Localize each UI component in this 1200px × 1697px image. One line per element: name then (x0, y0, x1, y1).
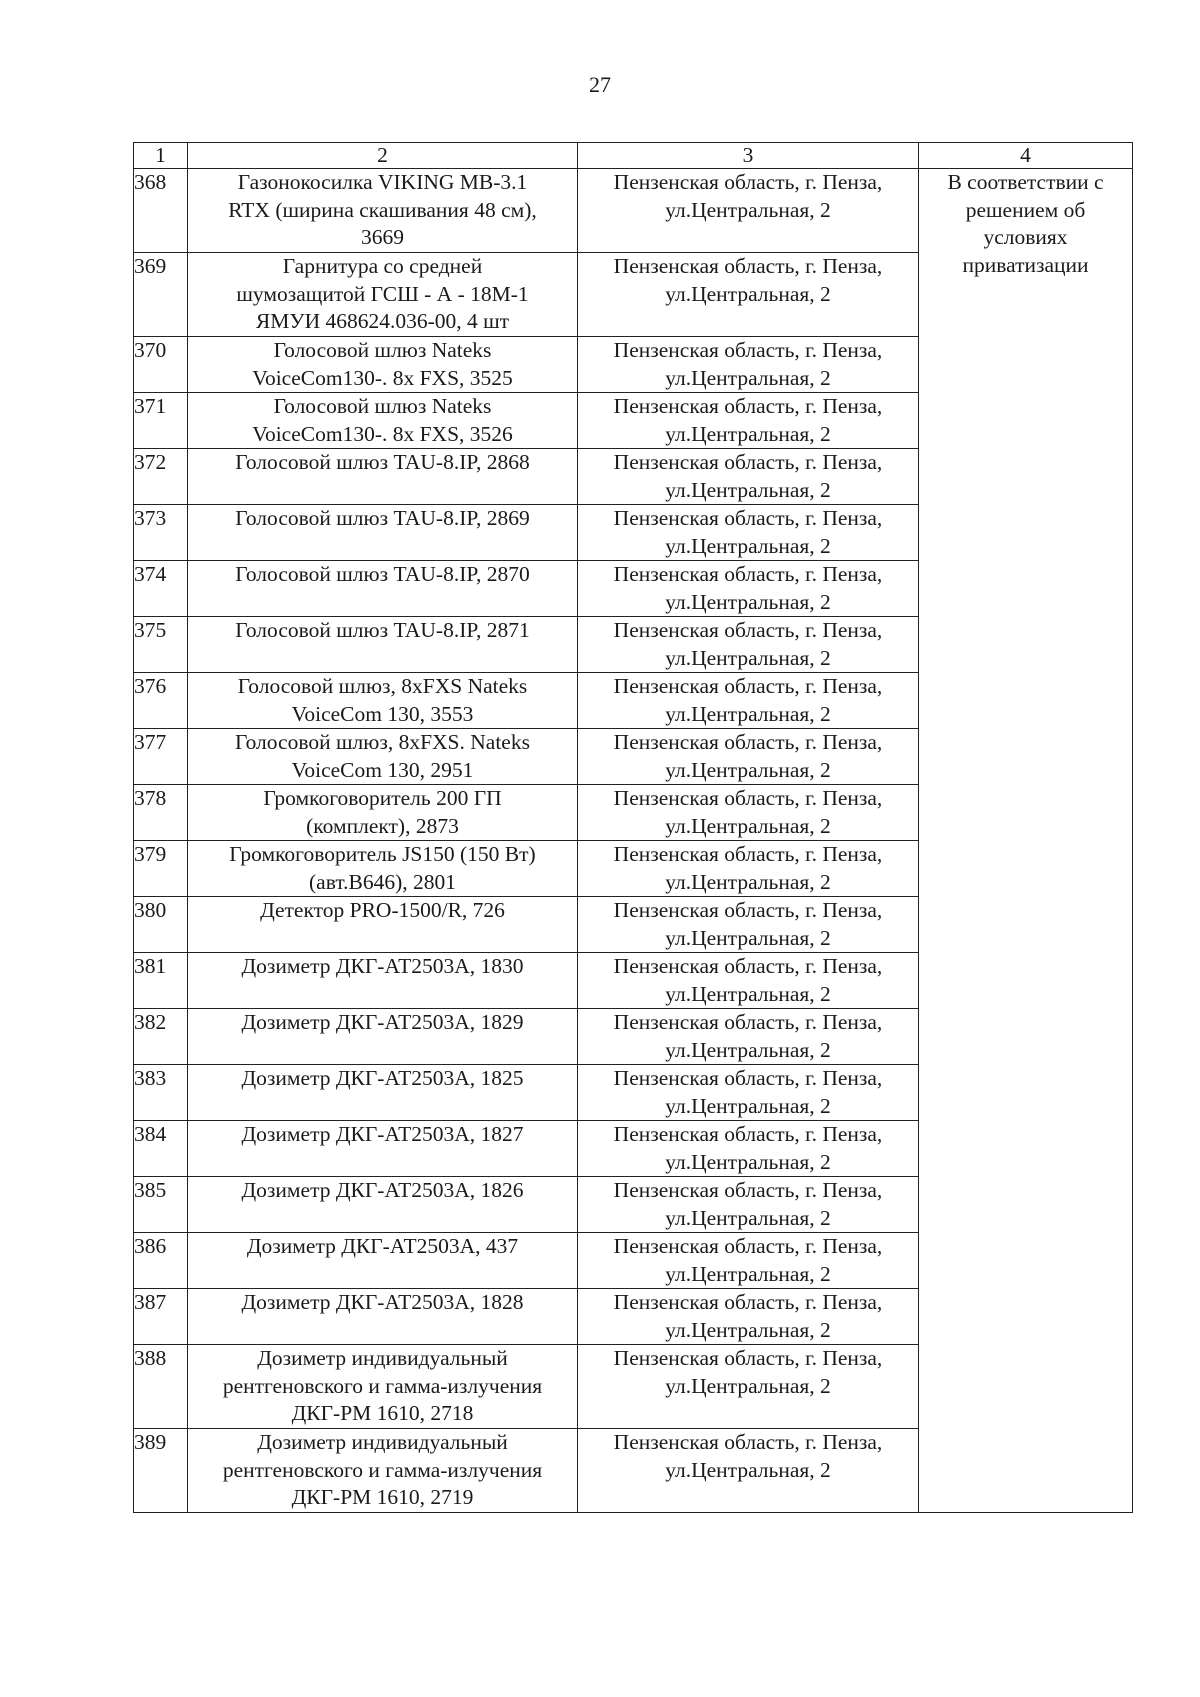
item-name-line: Гарнитура со средней (282, 254, 483, 278)
address-cell (578, 1177, 919, 1233)
item-name-line: VoiceCom130-. 8x FXS, 3526 (252, 421, 513, 446)
item-name-cell (188, 1009, 578, 1065)
condition-line: В соответствии с (947, 170, 1104, 194)
address-line: ул.Центральная, 2 (665, 281, 831, 306)
row-number: 380 (134, 897, 188, 953)
privatization-condition-cell (919, 169, 1133, 1513)
item-name-line: рентгеновского и гамма-излучения (222, 1373, 543, 1398)
row-number: 385 (134, 1177, 188, 1233)
item-name-line: Голосовой шлюз, 8xFXS Nateks (237, 674, 528, 698)
address-cell (578, 561, 919, 617)
item-name-line: Дозиметр индивидуальный (257, 1346, 508, 1370)
item-name-cell (188, 1345, 578, 1429)
item-name-line: Громкоговоритель JS150 (150 Вт) (229, 842, 536, 866)
row-number: 375 (134, 617, 188, 673)
row-number: 383 (134, 1065, 188, 1121)
item-name-line: Дозиметр ДКГ-АТ2503А, 1828 (241, 1290, 524, 1314)
item-name-cell (188, 1177, 578, 1233)
address-line: ул.Центральная, 2 (665, 365, 831, 390)
address-line: ул.Центральная, 2 (665, 1317, 831, 1342)
address-cell (578, 617, 919, 673)
item-name-line: VoiceCom 130, 3553 (291, 701, 474, 726)
address-line: ул.Центральная, 2 (665, 1261, 831, 1286)
item-name-line: ДКГ-РМ 1610, 2718 (291, 1401, 474, 1425)
condition-line: решением об (965, 197, 1086, 222)
condition-line: приватизации (962, 252, 1089, 277)
item-name-line: Дозиметр ДКГ-АТ2503А, 1826 (241, 1178, 524, 1202)
item-name-cell (188, 169, 578, 253)
address-line: ул.Центральная, 2 (665, 533, 831, 558)
address-line: ул.Центральная, 2 (665, 1205, 831, 1230)
item-name-cell (188, 729, 578, 785)
address-line: ул.Центральная, 2 (665, 477, 831, 502)
item-name-line: Дозиметр индивидуальный (257, 1430, 508, 1454)
address-line: ул.Центральная, 2 (665, 1093, 831, 1118)
address-line: ул.Центральная, 2 (665, 701, 831, 726)
row-number: 387 (134, 1289, 188, 1345)
address-cell (578, 169, 919, 253)
address-line: Пензенская область, г. Пенза, (613, 1010, 883, 1034)
item-name-cell (188, 673, 578, 729)
address-cell (578, 449, 919, 505)
item-name-line: Дозиметр ДКГ-АТ2503А, 1827 (241, 1122, 524, 1146)
address-line: Пензенская область, г. Пенза, (613, 1346, 883, 1370)
address-cell (578, 1065, 919, 1121)
item-name-cell (188, 897, 578, 953)
row-number: 379 (134, 841, 188, 897)
row-number: 372 (134, 449, 188, 505)
item-name-line: Голосовой шлюз Nateks (273, 394, 492, 418)
row-number: 371 (134, 393, 188, 449)
address-line: Пензенская область, г. Пенза, (613, 674, 883, 698)
address-line: Пензенская область, г. Пенза, (613, 1234, 883, 1258)
address-line: Пензенская область, г. Пенза, (613, 618, 883, 642)
address-line: Пензенская область, г. Пенза, (613, 898, 883, 922)
address-line: Пензенская область, г. Пенза, (613, 506, 883, 530)
row-number: 381 (134, 953, 188, 1009)
address-line: Пензенская область, г. Пенза, (613, 338, 883, 362)
item-name-cell (188, 449, 578, 505)
item-name-cell (188, 1289, 578, 1345)
row-number: 388 (134, 1345, 188, 1429)
item-name-cell (188, 841, 578, 897)
address-line: Пензенская область, г. Пенза, (613, 450, 883, 474)
address-line: ул.Центральная, 2 (665, 925, 831, 950)
item-name-line: VoiceCom130-. 8x FXS, 3525 (252, 365, 513, 390)
header-row (134, 143, 1133, 169)
address-cell (578, 1121, 919, 1177)
row-number: 370 (134, 337, 188, 393)
address-line: ул.Центральная, 2 (665, 589, 831, 614)
address-line: Пензенская область, г. Пенза, (613, 170, 883, 194)
row-number: 384 (134, 1121, 188, 1177)
row-number: 376 (134, 673, 188, 729)
property-table (133, 142, 1133, 1513)
address-line: Пензенская область, г. Пенза, (613, 842, 883, 866)
address-cell (578, 505, 919, 561)
item-name-line: Голосовой шлюз TAU-8.IP, 2868 (235, 450, 530, 474)
address-cell (578, 1233, 919, 1289)
address-cell (578, 1289, 919, 1345)
column-header-3: 3 (578, 143, 919, 169)
address-line: ул.Центральная, 2 (665, 757, 831, 782)
item-name-line: Громкоговоритель 200 ГП (263, 786, 502, 810)
item-name-line: ДКГ-РМ 1610, 2719 (291, 1485, 474, 1509)
item-name-line: Дозиметр ДКГ-АТ2503А, 1830 (241, 954, 524, 978)
item-name-line: Голосовой шлюз, 8xFXS. Nateks (235, 730, 530, 754)
address-line: ул.Центральная, 2 (665, 869, 831, 894)
item-name-line: 3669 (361, 225, 404, 249)
row-number: 378 (134, 785, 188, 841)
row-number: 374 (134, 561, 188, 617)
column-header-4: 4 (919, 143, 1133, 169)
item-name-cell (188, 785, 578, 841)
address-line: Пензенская область, г. Пенза, (613, 786, 883, 810)
item-name-line: (авт.В646), 2801 (309, 869, 456, 894)
address-cell (578, 337, 919, 393)
item-name-cell (188, 337, 578, 393)
item-name-cell (188, 953, 578, 1009)
address-cell (578, 1429, 919, 1513)
address-line: ул.Центральная, 2 (665, 1457, 831, 1482)
address-line: ул.Центральная, 2 (665, 1373, 831, 1398)
item-name-cell (188, 393, 578, 449)
address-line: Пензенская область, г. Пенза, (613, 1178, 883, 1202)
address-line: Пензенская область, г. Пенза, (613, 1122, 883, 1146)
row-number: 389 (134, 1429, 188, 1513)
address-cell (578, 785, 919, 841)
row-number: 386 (134, 1233, 188, 1289)
address-cell (578, 393, 919, 449)
item-name-line: Голосовой шлюз TAU-8.IP, 2871 (235, 618, 530, 642)
item-name-line: рентгеновского и гамма-излучения (222, 1457, 543, 1482)
address-line: Пензенская область, г. Пенза, (613, 1066, 883, 1090)
column-header-1: 1 (134, 143, 188, 169)
item-name-line: Газонокосилка VIKING MB-3.1 (237, 170, 528, 194)
item-name-line: ЯМУИ 468624.036-00, 4 шт (255, 309, 510, 333)
page-number: 27 (589, 72, 611, 97)
address-line: Пензенская область, г. Пенза, (613, 1290, 883, 1314)
item-name-line: Детектор PRO-1500/R, 726 (260, 898, 505, 922)
address-cell (578, 729, 919, 785)
item-name-line: шумозащитой ГСШ - А - 18М-1 (236, 281, 529, 306)
address-line: ул.Центральная, 2 (665, 981, 831, 1006)
address-line: Пензенская область, г. Пенза, (613, 1430, 883, 1454)
row-number: 368 (134, 169, 188, 253)
address-cell (578, 953, 919, 1009)
address-cell (578, 673, 919, 729)
table-row (134, 169, 1133, 253)
table-body (134, 169, 1133, 1513)
address-cell (578, 1345, 919, 1429)
row-number: 373 (134, 505, 188, 561)
item-name-line: Голосовой шлюз TAU-8.IP, 2870 (235, 562, 530, 586)
address-line: ул.Центральная, 2 (665, 813, 831, 838)
item-name-cell (188, 1429, 578, 1513)
item-name-line: Голосовой шлюз Nateks (273, 338, 492, 362)
address-line: Пензенская область, г. Пенза, (613, 254, 883, 278)
address-line: ул.Центральная, 2 (665, 1037, 831, 1062)
address-line: ул.Центральная, 2 (665, 1149, 831, 1174)
address-cell (578, 897, 919, 953)
condition-line: условиях (983, 225, 1068, 249)
item-name-line: Дозиметр ДКГ-АТ2503А, 1829 (241, 1010, 524, 1034)
item-name-cell (188, 505, 578, 561)
address-line: Пензенская область, г. Пенза, (613, 394, 883, 418)
address-line: ул.Центральная, 2 (665, 645, 831, 670)
item-name-line: Дозиметр ДКГ-АТ2503А, 1825 (241, 1066, 524, 1090)
item-name-cell (188, 1233, 578, 1289)
address-cell (578, 253, 919, 337)
address-cell (578, 841, 919, 897)
address-line: ул.Центральная, 2 (665, 421, 831, 446)
column-header-2: 2 (188, 143, 578, 169)
address-line: Пензенская область, г. Пенза, (613, 954, 883, 978)
row-number: 382 (134, 1009, 188, 1065)
item-name-line: Дозиметр ДКГ-АТ2503А, 437 (246, 1234, 519, 1258)
address-line: ул.Центральная, 2 (665, 197, 831, 222)
item-name-line: VoiceCom 130, 2951 (291, 757, 474, 782)
row-number: 377 (134, 729, 188, 785)
item-name-cell (188, 253, 578, 337)
address-line: Пензенская область, г. Пенза, (613, 562, 883, 586)
item-name-cell (188, 561, 578, 617)
item-name-line: RTX (ширина скашивания 48 см), (228, 197, 537, 222)
row-number: 369 (134, 253, 188, 337)
item-name-cell (188, 1121, 578, 1177)
address-line: Пензенская область, г. Пенза, (613, 730, 883, 754)
item-name-cell (188, 1065, 578, 1121)
item-name-cell (188, 617, 578, 673)
address-cell (578, 1009, 919, 1065)
item-name-line: (комплект), 2873 (306, 813, 459, 838)
item-name-line: Голосовой шлюз TAU-8.IP, 2869 (235, 506, 530, 530)
